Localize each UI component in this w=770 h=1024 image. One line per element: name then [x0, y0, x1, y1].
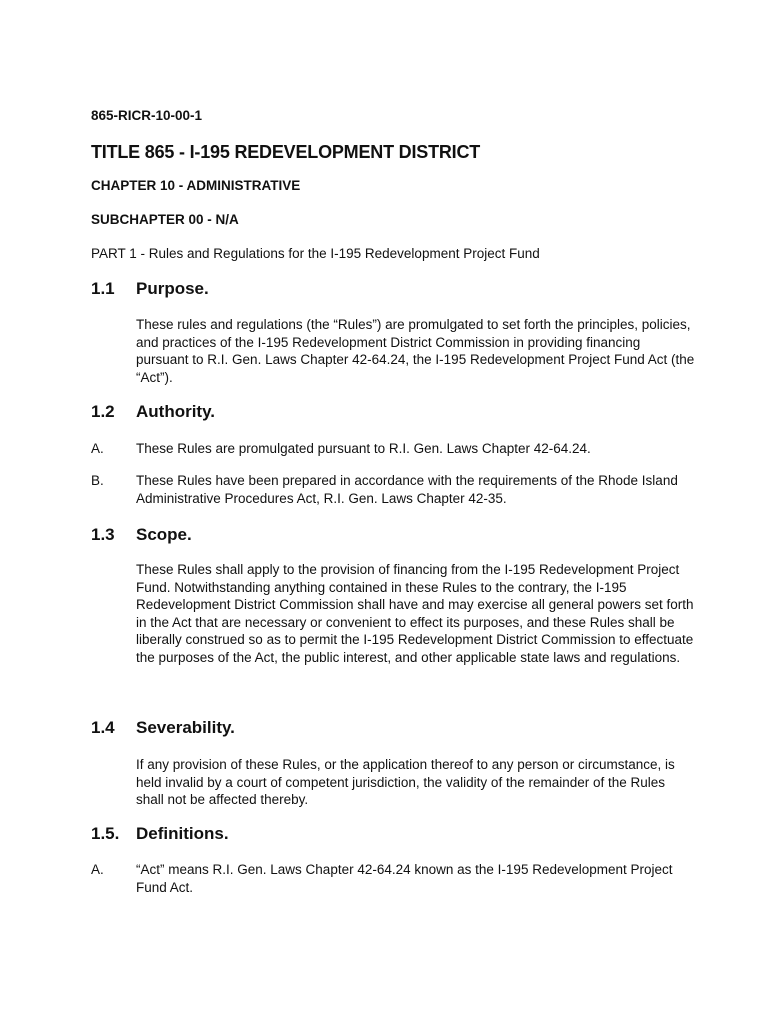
item-text: “Act” means R.I. Gen. Laws Chapter 42-64.24 known as the I-195 Redevelopment Project Fund Act. — [136, 862, 673, 895]
definitions-item-a — [91, 861, 696, 896]
section-title: Definitions. — [136, 824, 229, 843]
section-number: 1.2 — [91, 402, 115, 421]
scope-paragraph: These Rules shall apply to the provision of financing from the I-195 Redevelopment Project Fund. Notwithstanding anything contained in these Rules to the contrary, the I-195 Redevelopment District Commission shall have and may exercise all general powers set forth in the Act that are necessary or convenient to effect its purposes, and these Rules shall be liberally construed so as to permit the I-195 Redevelopment District Commission to effectuate the purposes of the Act, the public interest, and other applicable state laws and regulations. — [136, 562, 694, 665]
section-heading-definitions — [91, 824, 229, 844]
section-number: 1.1 — [91, 279, 115, 298]
part-heading: PART 1 - Rules and Regulations for the I-195 Redevelopment Project Fund — [91, 246, 540, 261]
section-heading-severability — [91, 718, 235, 738]
authority-item-b — [91, 472, 696, 507]
section-heading-purpose — [91, 279, 209, 299]
section-number: 1.3 — [91, 525, 115, 544]
subchapter-heading: SUBCHAPTER 00 - N/A — [91, 212, 239, 227]
item-letter: A. — [91, 862, 104, 877]
chapter-heading: CHAPTER 10 - ADMINISTRATIVE — [91, 178, 301, 193]
purpose-paragraph: These rules and regulations (the “Rules”) are promulgated to set forth the principles, policies, and practices of the I-195 Redevelopment District Commission in providing financing pursuant to R.I. Gen. Laws Chapter 42-64.24, the I-195 Redevelopment Project Fund Act (the “Act”). — [136, 317, 695, 385]
authority-item-a — [91, 440, 696, 458]
section-number: 1.4 — [91, 718, 115, 737]
severability-paragraph: If any provision of these Rules, or the application thereof to any person or circumstance, is held invalid by a court of competent jurisdiction, the validity of the remainder of the Rules shall not be affected thereby. — [136, 757, 675, 808]
section-title: Severability. — [136, 718, 235, 737]
document-title: TITLE 865 - I-195 REDEVELOPMENT DISTRICT — [91, 142, 481, 162]
section-title: Purpose. — [136, 279, 209, 298]
item-letter: B. — [91, 473, 104, 488]
item-letter: A. — [91, 441, 104, 456]
item-text: These Rules have been prepared in accordance with the requirements of the Rhode Island Administrative Procedures Act, R.I. Gen. Laws Chapter 42-35. — [136, 473, 678, 506]
section-heading-scope — [91, 525, 192, 545]
section-title: Scope. — [136, 525, 192, 544]
section-heading-authority — [91, 402, 215, 422]
document-id: 865-RICR-10-00-1 — [91, 108, 203, 123]
section-title: Authority. — [136, 402, 216, 421]
item-text: These Rules are promulgated pursuant to R.I. Gen. Laws Chapter 42-64.24. — [136, 441, 591, 456]
section-number: 1.5. — [91, 824, 120, 843]
